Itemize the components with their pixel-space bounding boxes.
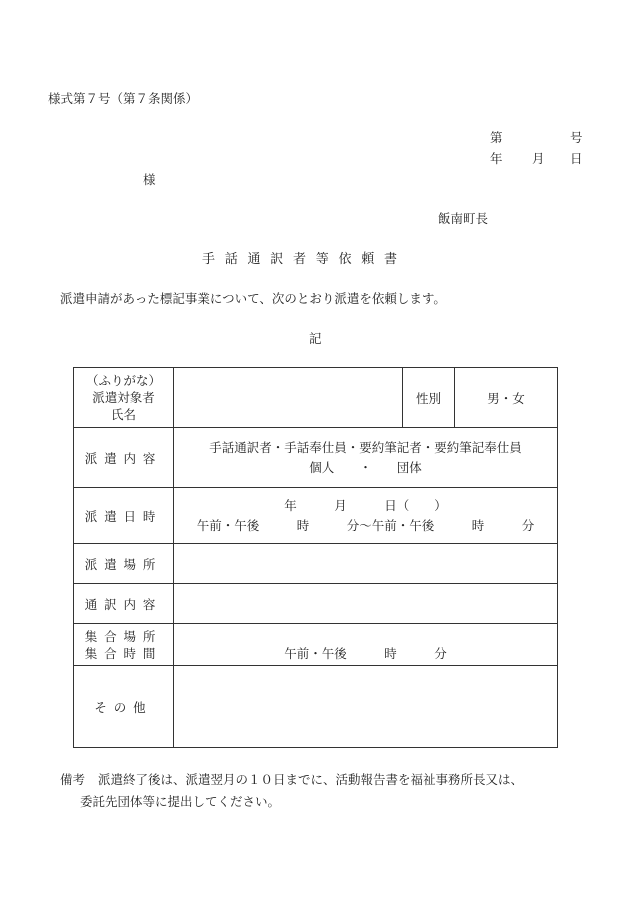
notes-line2: 委託先団体等に提出してください。 [80, 794, 281, 809]
datetime-field[interactable]: 年 月 日（ ） 午前・午後 時 分～午前・午後 時 分 [174, 488, 558, 544]
form-number: 様式第７号（第７条関係） [48, 91, 199, 106]
row-target-person [74, 368, 558, 428]
date-month: 月 [532, 151, 545, 166]
interp-content-field[interactable] [174, 584, 558, 624]
other-field[interactable] [174, 666, 558, 748]
doc-number-go: 号 [570, 130, 583, 145]
other-label: その他 [74, 666, 174, 748]
gender-field[interactable]: 男・女 [455, 368, 558, 428]
request-form-table [73, 367, 558, 748]
addressee-sama: 様 [143, 172, 156, 187]
row-place [74, 544, 558, 584]
ki-heading: 記 [309, 331, 322, 346]
notes-line1: 派遣終了後は、派遣翌月の１０日までに、活動報告書を福祉事務所長又は、 [98, 772, 524, 787]
gender-label: 性別 [403, 368, 455, 428]
row-other [74, 666, 558, 748]
intro-text: 派遣申請があった標記事業について、次のとおり派遣を依頼します。 [60, 291, 446, 306]
meeting-time-field[interactable]: 午前・午後 時 分 [174, 624, 558, 666]
content-label: 派遣内容 [74, 428, 174, 488]
datetime-label: 派遣日時 [74, 488, 174, 544]
content-field[interactable]: 手話通訳者・手話奉仕員・要約筆記者・要約筆記奉仕員 個人 ・ 団体 [174, 428, 558, 488]
interp-content-label: 通訳内容 [74, 584, 174, 624]
target-person-label: （ふりがな） 派遣対象者 氏名 [74, 368, 174, 428]
document-title: 手話通訳者等依頼書 [202, 252, 407, 267]
row-interp-content [74, 584, 558, 624]
row-meeting [74, 624, 558, 666]
row-datetime [74, 488, 558, 544]
notes-label: 備考 [60, 772, 86, 787]
place-field[interactable] [174, 544, 558, 584]
issuer-name: 飯南町長 [438, 211, 489, 226]
row-content [74, 428, 558, 488]
place-label: 派遣場所 [74, 544, 174, 584]
date-day: 日 [570, 151, 583, 166]
meeting-label: 集合場所 集合時間 [74, 624, 174, 666]
date-year: 年 [490, 151, 503, 166]
doc-number-dai: 第 [490, 130, 503, 145]
target-person-field[interactable] [174, 368, 403, 428]
